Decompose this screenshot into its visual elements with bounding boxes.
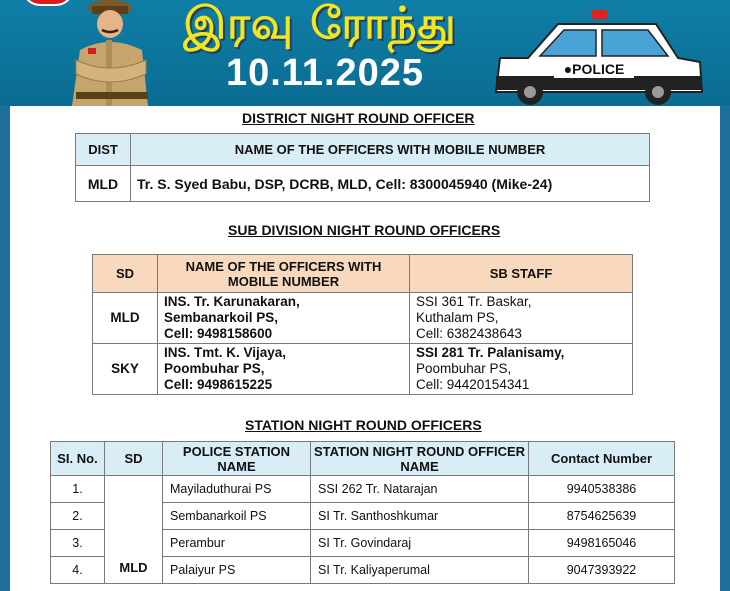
si-no-cell: 1. — [51, 476, 105, 503]
station-table — [50, 441, 675, 584]
table-row — [93, 293, 633, 344]
banner-title: இரவு ரோந்து — [183, 0, 457, 49]
header-banner — [0, 0, 730, 106]
table-header-row — [51, 442, 675, 476]
contact-cell: 9047393922 — [529, 557, 675, 584]
sb-station: Poombuhar PS, — [416, 361, 512, 376]
officer-name: INS. Tr. Karunakaran, — [164, 294, 300, 309]
sd-cell: MLD — [93, 293, 158, 344]
car-label: ●POLICE — [563, 61, 625, 77]
col-officer-name: NAME OF THE OFFICERS WITH MOBILE NUMBER — [158, 255, 410, 293]
station-cell: Perambur — [163, 530, 311, 557]
col-si-no: SI. No. — [51, 442, 105, 476]
col-officer-name: NAME OF THE OFFICERS WITH MOBILE NUMBER — [131, 134, 650, 166]
table-header-row — [76, 134, 650, 166]
police-officer-icon — [62, 0, 162, 106]
col-dist: DIST — [76, 134, 131, 166]
officer-cell: SSI 262 Tr. Natarajan — [311, 476, 529, 503]
col-sb-staff: SB STAFF — [410, 255, 633, 293]
col-station-name: POLICE STATION NAME — [163, 442, 311, 476]
officer-phone: Cell: 9498615225 — [164, 377, 273, 392]
sb-station: Kuthalam PS, — [416, 310, 499, 325]
sb-phone: Cell: 6382438643 — [416, 326, 522, 341]
officer-cell — [158, 293, 410, 344]
si-no-cell: 3. — [51, 530, 105, 557]
station-section-title: STATION NIGHT ROUND OFFICERS — [245, 417, 482, 433]
table-row — [93, 344, 633, 395]
left-border — [0, 106, 10, 591]
subdivision-table — [92, 254, 633, 395]
contact-cell: 9498165046 — [529, 530, 675, 557]
si-no-cell: 2. — [51, 503, 105, 530]
sb-name: SSI 281 Tr. Palanisamy, — [416, 345, 565, 360]
sd-cell: SKY — [93, 344, 158, 395]
officer-cell: SI Tr. Kaliyaperumal — [311, 557, 529, 584]
officer-cell — [158, 344, 410, 395]
si-no-cell: 4. — [51, 557, 105, 584]
officer-cell: SI Tr. Govindaraj — [311, 530, 529, 557]
table-row — [76, 166, 650, 202]
report-date: 10.11.2025 — [225, 52, 425, 94]
officer-name: INS. Tmt. K. Vijaya, — [164, 345, 287, 360]
sd-group-cell: MLD — [105, 476, 163, 584]
officer-cell: SI Tr. Santhoshkumar — [311, 503, 529, 530]
col-officer-name: STATION NIGHT ROUND OFFICER NAME — [311, 442, 529, 476]
contact-cell: 8754625639 — [529, 503, 675, 530]
officer-station: Sembanarkoil PS, — [164, 310, 279, 325]
dist-cell: MLD — [76, 166, 131, 202]
contact-cell: 9940538386 — [529, 476, 675, 503]
sb-name: SSI 361 Tr. Baskar, — [416, 294, 532, 309]
table-header-row — [93, 255, 633, 293]
district-section-title: DISTRICT NIGHT ROUND OFFICER — [242, 110, 475, 126]
sb-phone: Cell: 94420154341 — [416, 377, 530, 392]
right-border — [720, 106, 730, 591]
police-car-icon — [488, 8, 708, 106]
officer-phone: Cell: 9498158600 — [164, 326, 273, 341]
sb-staff-cell — [410, 293, 633, 344]
station-cell: Mayiladuthurai PS — [163, 476, 311, 503]
col-contact: Contact Number — [529, 442, 675, 476]
col-sd: SD — [93, 255, 158, 293]
sb-staff-cell — [410, 344, 633, 395]
station-cell: Sembanarkoil PS — [163, 503, 311, 530]
col-sd: SD — [105, 442, 163, 476]
station-cell: Palaiyur PS — [163, 557, 311, 584]
table-row — [51, 476, 675, 503]
subdivision-section-title: SUB DIVISION NIGHT ROUND OFFICERS — [228, 222, 501, 238]
officer-cell: Tr. S. Syed Babu, DSP, DCRB, MLD, Cell: 8300045940 (Mike-24) — [131, 166, 650, 202]
officer-station: Poombuhar PS, — [164, 361, 265, 376]
district-table — [75, 133, 650, 202]
